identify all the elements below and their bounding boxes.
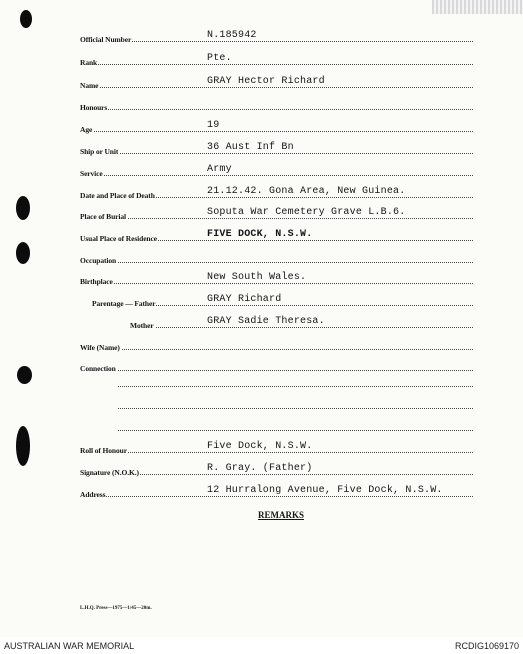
field-label: Mother	[130, 321, 154, 330]
field-value: GRAY Sadie Theresa.	[207, 316, 325, 327]
punch-hole	[16, 196, 30, 220]
field-value: Soputa War Cemetery Grave L.B.6.	[207, 207, 406, 218]
field-roll-of-honour	[80, 441, 473, 455]
field-age	[80, 120, 473, 134]
field-label: Date and Place of Death	[80, 191, 155, 200]
punch-hole	[17, 366, 32, 384]
footer-institution: AUSTRALIAN WAR MEMORIAL	[4, 641, 135, 651]
field-birthplace	[80, 272, 473, 286]
field-value: 36 Aust Inf Bn	[207, 142, 294, 153]
field-rank	[80, 53, 473, 67]
field-honours	[80, 98, 473, 112]
field-place-of-burial	[80, 207, 473, 221]
field-label: Service	[80, 169, 103, 178]
field-label: Wife (Name)	[80, 343, 120, 352]
field-ship-or-unit	[80, 142, 473, 156]
field-label: Place of Burial	[80, 212, 126, 221]
field-value: Pte.	[207, 53, 232, 64]
field-label: Parentage — Father	[92, 299, 156, 308]
punch-hole	[16, 426, 30, 466]
field-value: GRAY Richard	[207, 294, 282, 305]
field-parentage-father	[80, 294, 473, 308]
field-value: 19	[207, 120, 220, 131]
field-service	[80, 164, 473, 178]
field-value: Five Dock, N.S.W.	[207, 441, 313, 452]
connection-blank-line	[118, 408, 473, 409]
field-label: Usual Place of Residence	[80, 234, 157, 243]
field-label: Signature (N.O.K.)	[80, 468, 139, 477]
field-value: New South Wales.	[207, 272, 307, 283]
printer-imprint: L.H.Q. Press—1975—1/45—20m.	[80, 606, 152, 611]
archive-footer	[0, 637, 523, 654]
field-label: Age	[80, 125, 93, 134]
punch-hole	[16, 242, 30, 264]
field-label: Roll of Honour	[80, 446, 127, 455]
field-label: Birthplace	[80, 277, 113, 286]
field-value: 21.12.42. Gona Area, New Guinea.	[207, 186, 406, 197]
field-parentage-mother	[80, 316, 473, 330]
footer-record-id: RCDIG1069170	[454, 641, 519, 651]
field-usual-residence	[80, 229, 473, 243]
field-official-number	[80, 30, 473, 44]
field-value: FIVE DOCK, N.S.W.	[207, 229, 313, 240]
field-connection	[80, 359, 473, 373]
field-address	[80, 485, 473, 499]
field-value: N.185942	[207, 30, 257, 41]
field-label: Rank	[80, 58, 98, 67]
connection-blank-line	[118, 386, 473, 387]
field-label: Honours	[80, 103, 108, 112]
field-name	[80, 76, 473, 90]
remarks-heading: REMARKS	[258, 510, 305, 520]
scan-edge-artifact	[432, 0, 523, 14]
field-value: Army	[207, 164, 232, 175]
field-label: Address	[80, 490, 106, 499]
punch-hole	[20, 10, 32, 28]
field-value: 12 Hurralong Avenue, Five Dock, N.S.W.	[207, 485, 443, 496]
field-signature-nok	[80, 463, 473, 477]
field-label: Connection	[80, 364, 116, 373]
field-label: Official Number	[80, 35, 132, 44]
field-label: Name	[80, 81, 99, 90]
field-value: R. Gray. (Father)	[207, 463, 313, 474]
field-label: Ship or Unit	[80, 147, 119, 156]
field-wife-name	[80, 338, 473, 352]
field-occupation	[80, 251, 473, 265]
field-date-place-of-death	[80, 186, 473, 200]
field-value: GRAY Hector Richard	[207, 76, 325, 87]
field-label: Occupation	[80, 256, 117, 265]
connection-blank-line	[118, 430, 473, 431]
